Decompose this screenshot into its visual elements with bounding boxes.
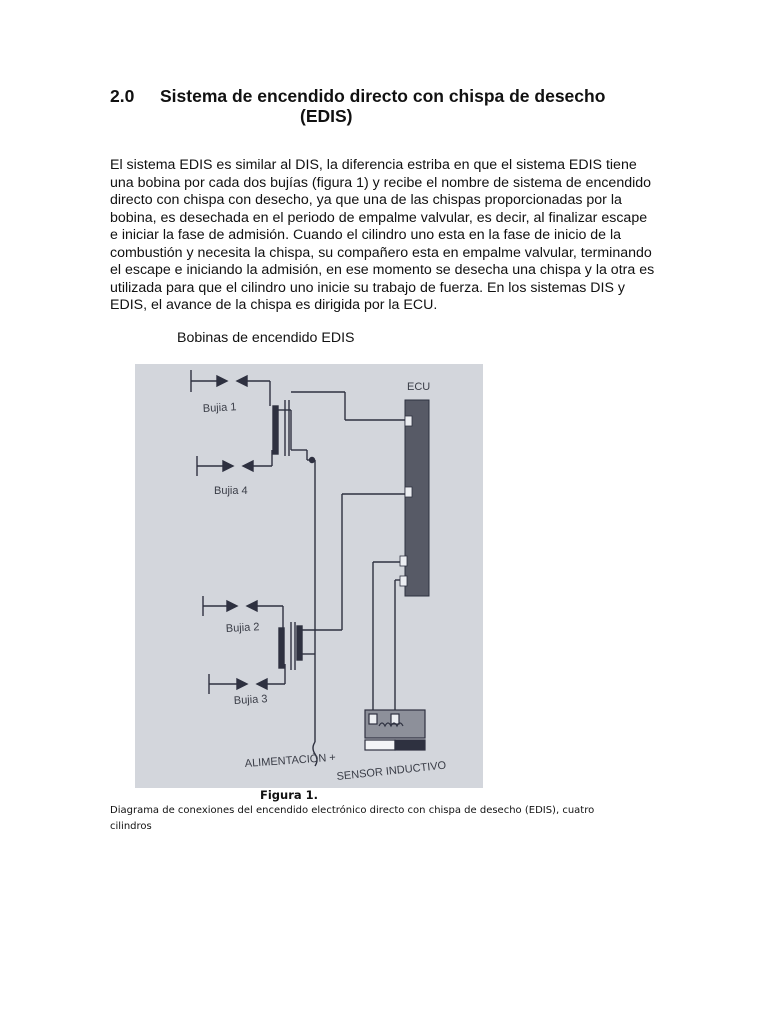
figure-caption <box>110 803 630 835</box>
paragraph-line: una bobina por cada dos bujías (figura 1) y recibe el nombre de sistema de encendido <box>110 174 652 191</box>
section-title-line2: (EDIS) <box>300 106 353 126</box>
paragraph-line: el escape e iniciando la admisión, en ese momento se desecha una chispa y la otra es <box>110 262 655 278</box>
edis-wiring-diagram <box>135 364 483 788</box>
diagram-background <box>135 364 483 788</box>
sensor-inductivo-label: SENSOR INDUCTIVO <box>336 759 447 783</box>
bujia-3-label: Bujia 3 <box>233 693 268 707</box>
paragraph-line: e iniciar la fase de admisión. Cuando el cilindro uno esta en la fase de inicio de la <box>110 227 622 243</box>
figure-heading: Bobinas de encendido EDIS <box>177 330 355 346</box>
bujia-4-label: Bujia 4 <box>214 485 248 497</box>
caption-line: Diagrama de conexiones del encendido electrónico directo con chispa de desecho (EDIS), cuatro <box>110 805 595 816</box>
paragraph-line: combustión y necesita la chispa, su compañero esta en empalme valvular, terminando <box>110 244 652 261</box>
paragraph-line: utilizada para que el cilindro uno inicie su trabajo de fuerza. En los sistemas DIS y <box>110 279 625 296</box>
figure-caption-title: Figura 1. <box>260 788 319 802</box>
alimentacion-label: ALIMENTACIÓN + <box>244 751 337 770</box>
bujia-2-label: Bujia 2 <box>225 621 260 635</box>
inductive-sensor <box>365 710 425 750</box>
paragraph-line: directo con chispa con desecho, ya que una de las chispas proporcionadas por la <box>110 192 622 208</box>
paragraph-line: El sistema EDIS es similar al DIS, la diferencia estriba en que el sistema EDIS tiene <box>110 157 637 173</box>
bujia-1-label: Bujia 1 <box>202 401 237 415</box>
paragraph-line: bobina, es desechada en el periodo de empalme valvular, es decir, al finalizar escape <box>110 209 648 226</box>
body-paragraph <box>110 157 655 315</box>
section-number: 2.0 <box>110 86 135 106</box>
ecu-label: ECU <box>407 381 431 393</box>
caption-line: cilindros <box>110 821 152 832</box>
paragraph-line: EDIS, el avance de la chispa es dirigida por la ECU. <box>110 297 438 313</box>
section-title-line1: Sistema de encendido directo con chispa de desecho <box>160 86 606 106</box>
